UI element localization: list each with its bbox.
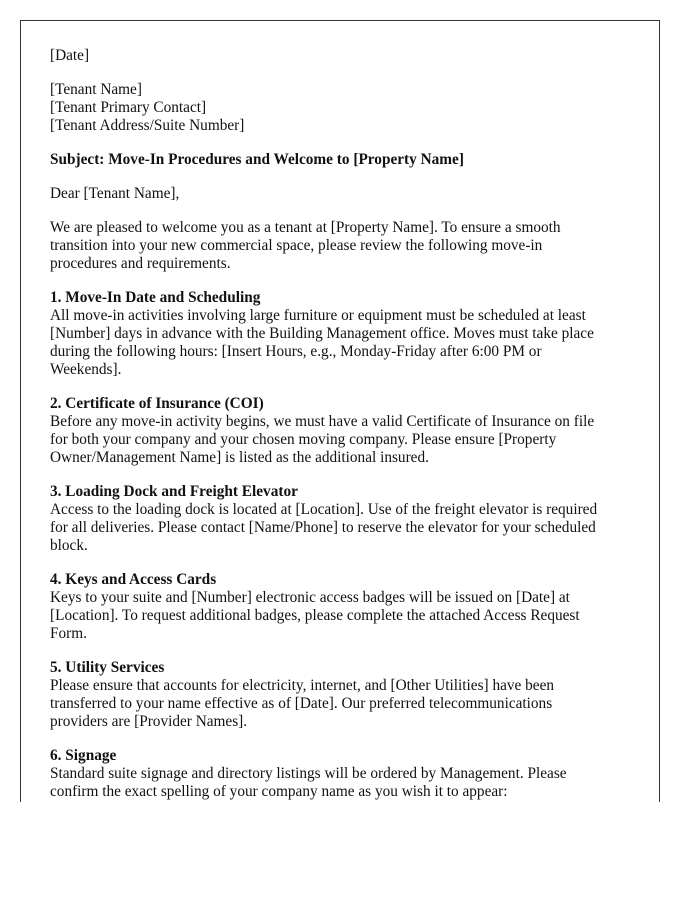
- section-line: block.: [50, 537, 88, 554]
- date-block: [50, 47, 640, 65]
- section-line: Form.: [50, 625, 87, 642]
- section-title: 4. Keys and Access Cards: [50, 571, 217, 588]
- intro-line: We are pleased to welcome you as a tenant at [Property Name]. To ensure a smooth: [50, 219, 561, 236]
- letter-page: [20, 20, 660, 802]
- recipient-block: [50, 81, 640, 135]
- section-certificate-of-insurance: [50, 395, 640, 467]
- section-line: [Location]. To request additional badges, please complete the attached Access Request: [50, 607, 580, 624]
- section-line: for all deliveries. Please contact [Name/Phone] to reserve the elevator for your scheduled: [50, 519, 596, 536]
- letter-date: [Date]: [50, 47, 90, 64]
- section-line: transferred to your name effective as of [Date]. Our preferred telecommunications: [50, 695, 553, 712]
- section-line: Access to the loading dock is located at [Location]. Use of the freight elevator is required: [50, 501, 598, 518]
- section-signage: [50, 747, 640, 801]
- section-title: 5. Utility Services: [50, 659, 165, 676]
- section-line: during the following hours: [Insert Hours, e.g., Monday-Friday after 6:00 PM or: [50, 343, 542, 360]
- section-line: for both your company and your chosen moving company. Please ensure [Property: [50, 431, 557, 448]
- letter-content: [50, 47, 640, 802]
- salutation-block: [50, 185, 640, 203]
- section-line: Owner/Management Name] is listed as the additional insured.: [50, 449, 429, 466]
- recipient-primary-contact: [Tenant Primary Contact]: [50, 99, 207, 116]
- section-line: All move-in activities involving large furniture or equipment must be scheduled at least: [50, 307, 586, 324]
- letter-salutation: Dear [Tenant Name],: [50, 185, 180, 202]
- intro-line: procedures and requirements.: [50, 255, 231, 272]
- section-title: 3. Loading Dock and Freight Elevator: [50, 483, 298, 500]
- recipient-name: [Tenant Name]: [50, 81, 142, 98]
- intro-paragraph: [50, 219, 640, 273]
- section-title: 2. Certificate of Insurance (COI): [50, 395, 264, 412]
- section-title: 6. Signage: [50, 747, 117, 764]
- intro-line: transition into your new commercial space, please review the following move-in: [50, 237, 543, 254]
- section-line: [Number] days in advance with the Building Management office. Moves must take place: [50, 325, 594, 342]
- letter-subject: Subject: Move-In Procedures and Welcome to [Property Name]: [50, 151, 464, 168]
- section-line: Keys to your suite and [Number] electronic access badges will be issued on [Date] at: [50, 589, 570, 606]
- section-line: confirm the exact spelling of your company name as you wish it to appear:: [50, 783, 508, 800]
- section-line: Please ensure that accounts for electricity, internet, and [Other Utilities] have been: [50, 677, 555, 694]
- section-line: Weekends].: [50, 361, 122, 378]
- subject-block: [50, 151, 640, 169]
- recipient-address: [Tenant Address/Suite Number]: [50, 117, 245, 134]
- section-title: 1. Move-In Date and Scheduling: [50, 289, 261, 306]
- section-loading-dock: [50, 483, 640, 555]
- section-line: Standard suite signage and directory listings will be ordered by Management. Please: [50, 765, 567, 782]
- section-keys-access-cards: [50, 571, 640, 643]
- section-line: Before any move-in activity begins, we must have a valid Certificate of Insurance on file: [50, 413, 595, 430]
- section-move-in-scheduling: [50, 289, 640, 379]
- section-utility-services: [50, 659, 640, 731]
- section-line: providers are [Provider Names].: [50, 713, 248, 730]
